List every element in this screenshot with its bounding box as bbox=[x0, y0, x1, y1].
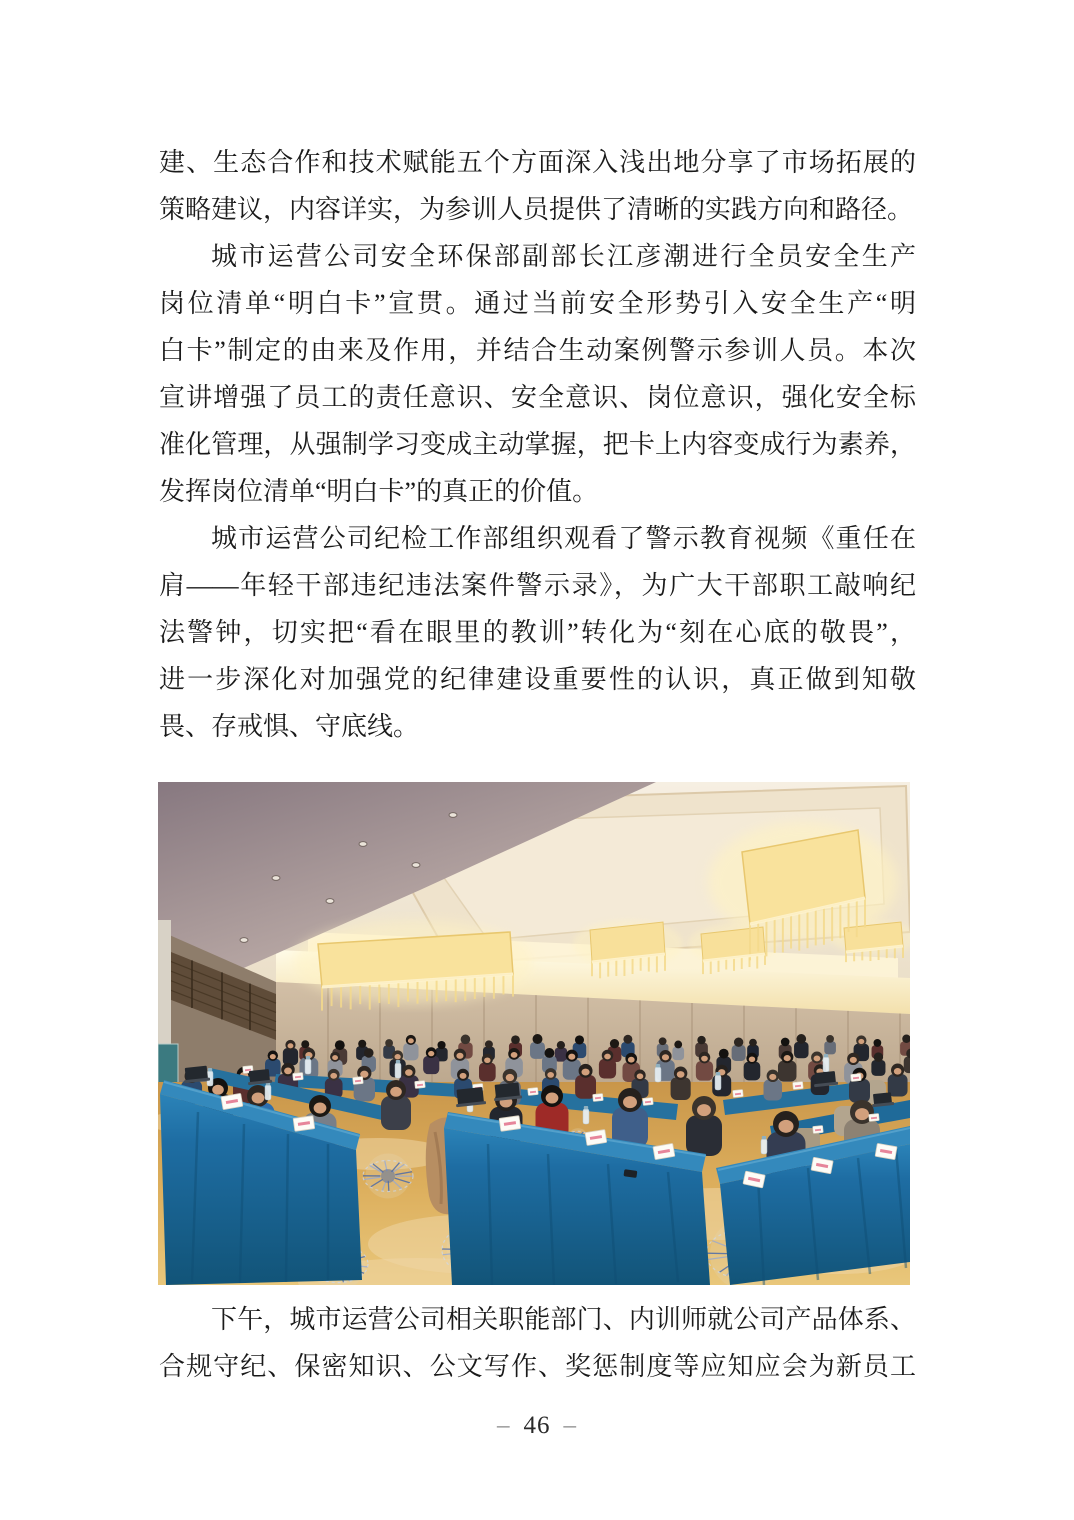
body-text-line: 建、生态合作和技术赋能五个方面深入浅出地分享了市场拓展的 bbox=[159, 148, 916, 177]
body-text-line: 发挥岗位清单“明白卡”的真正的价值。 bbox=[159, 477, 599, 506]
body-text-line: 法警钟，切实把“看在眼里的教训”转化为“刻在心底的敬畏”， bbox=[159, 618, 916, 647]
body-text-line: 岗位清单“明白卡”宣贯。通过当前安全形势引入安全生产“明 bbox=[159, 289, 916, 318]
body-text-line: 白卡”制定的由来及作用，并结合生动案例警示参训人员。本次 bbox=[159, 336, 916, 365]
page-number-dash-right: – bbox=[563, 1412, 577, 1439]
body-text-block-top bbox=[159, 139, 916, 750]
conference-photo bbox=[158, 782, 910, 1285]
page-number-value: 46 bbox=[523, 1412, 551, 1439]
page-number-dash-left: – bbox=[497, 1412, 511, 1439]
body-text-line: 准化管理，从强制学习变成主动掌握，把卡上内容变成行为素养， bbox=[159, 430, 916, 459]
conference-photo-illustration bbox=[158, 782, 910, 1285]
body-text-line: 畏、存戒惧、守底线。 bbox=[159, 712, 420, 741]
body-text-line: 城市运营公司安全环保部副部长江彦潮进行全员安全生产 bbox=[211, 242, 916, 271]
body-text-block-bottom bbox=[159, 1296, 916, 1390]
body-text-line: 合规守纪、保密知识、公文写作、奖惩制度等应知应会为新员工 bbox=[159, 1352, 916, 1381]
body-text-line: 宣讲增强了员工的责任意识、安全意识、岗位意识，强化安全标 bbox=[159, 383, 916, 412]
page-number bbox=[0, 1412, 1074, 1440]
body-text-line: 城市运营公司纪检工作部组织观看了警示教育视频《重任在 bbox=[211, 524, 916, 553]
body-text-line: 肩——年轻干部违纪违法案件警示录》，为广大干部职工敲响纪 bbox=[159, 571, 916, 600]
body-text-line: 策略建议，内容详实，为参训人员提供了清晰的实践方向和路径。 bbox=[159, 195, 914, 224]
body-text-line: 进一步深化对加强党的纪律建设重要性的认识，真正做到知敬 bbox=[159, 665, 916, 694]
body-text-line: 下午，城市运营公司相关职能部门、内训师就公司产品体系、 bbox=[211, 1305, 916, 1334]
